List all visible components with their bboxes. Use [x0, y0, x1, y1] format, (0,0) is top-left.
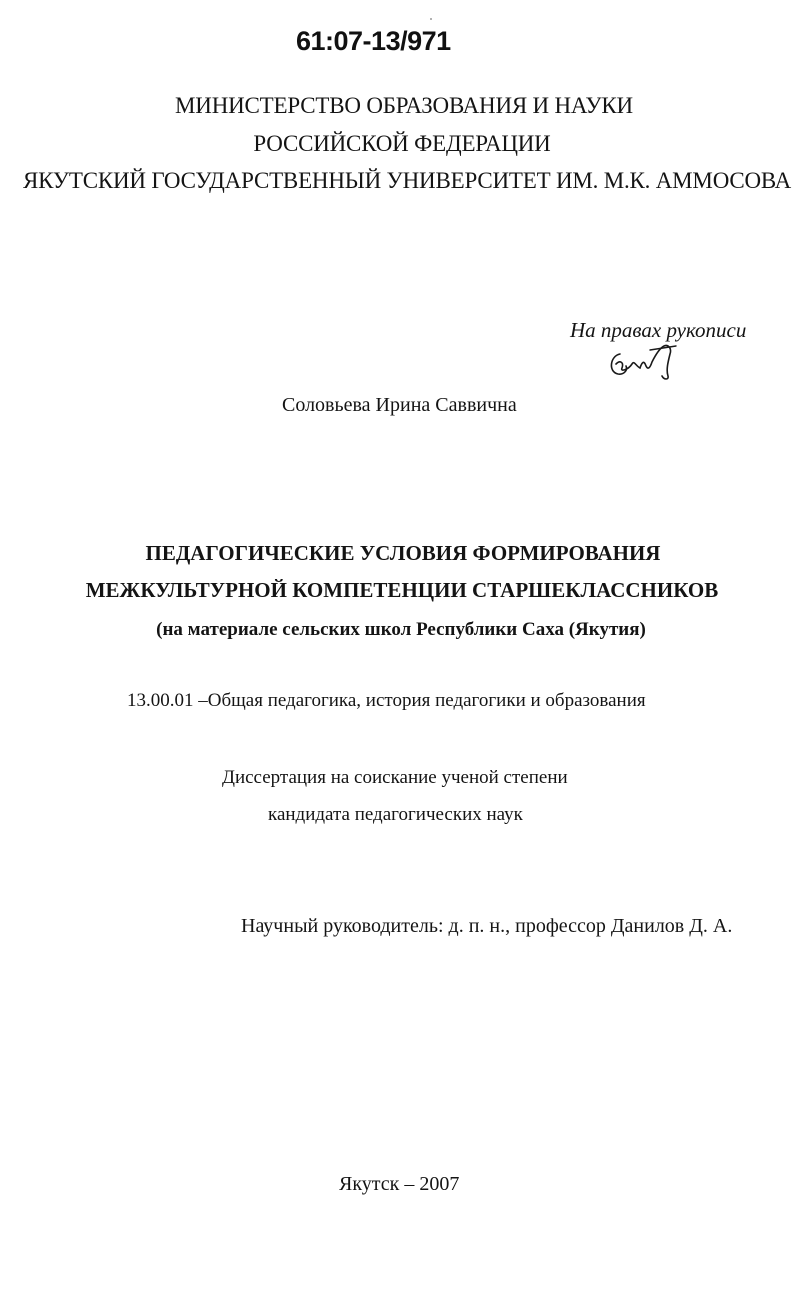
university-name: ЯКУТСКИЙ ГОСУДАРСТВЕННЫЙ УНИВЕРСИТЕТ ИМ. М.К. АММОСОВА — [22, 168, 792, 193]
manuscript-note: На правах рукописи — [570, 318, 747, 342]
author-name: Соловьева Ирина Саввична — [282, 394, 517, 416]
signature-stroke-2 — [616, 345, 671, 379]
degree-line-2: кандидата педагогических наук — [268, 804, 523, 825]
author-signature — [606, 340, 678, 382]
title-line-1: ПЕДАГОГИЧЕСКИЕ УСЛОВИЯ ФОРМИРОВАНИЯ — [145, 541, 661, 565]
catalog-code: 61:07-13/971 — [296, 26, 451, 56]
title-line-2: МЕЖКУЛЬТУРНОЙ КОМПЕТЕНЦИИ СТАРШЕКЛАССНИКОВ — [85, 578, 719, 602]
ministry-line-1: МИНИСТЕРСТВО ОБРАЗОВАНИЯ И НАУКИ — [175, 93, 633, 118]
city-year: Якутск – 2007 — [339, 1173, 460, 1195]
ministry-line-2: РОССИЙСКОЙ ФЕДЕРАЦИИ — [253, 131, 551, 156]
title-subtitle: (на материале сельских школ Республики Саха (Якутия) — [156, 619, 646, 640]
supervisor: Научный руководитель: д. п. н., профессор Данилов Д. А. — [241, 915, 733, 937]
scan-speck — [430, 18, 432, 20]
degree-line-1: Диссертация на соискание ученой степени — [222, 767, 568, 788]
specialty-code: 13.00.01 –Общая педагогика, история педагогики и образования — [127, 690, 646, 711]
signature-stroke-1 — [611, 354, 626, 374]
